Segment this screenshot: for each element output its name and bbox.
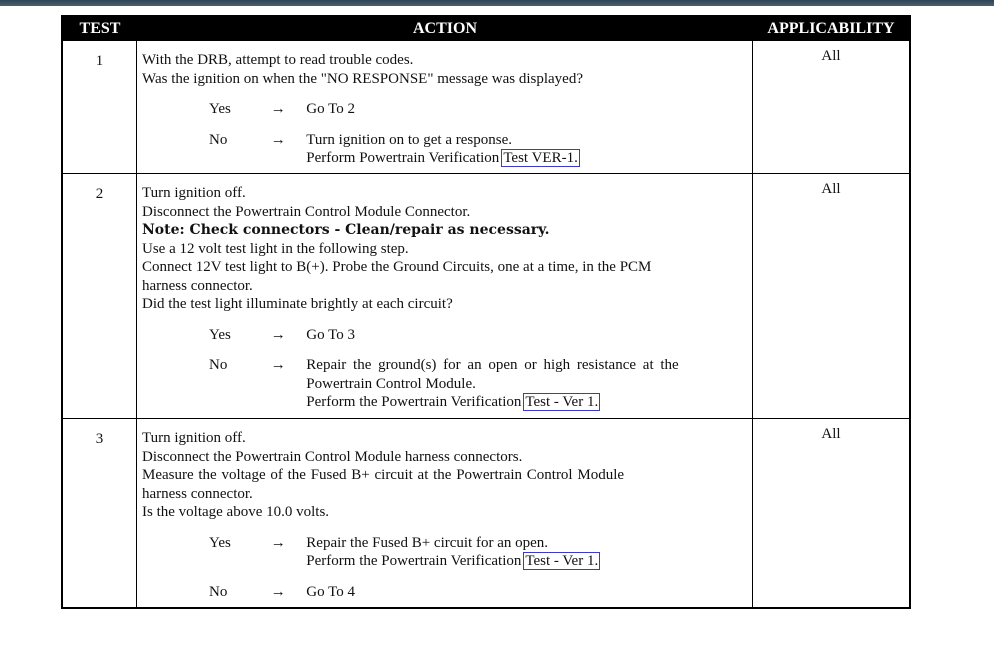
applicability-cell: All xyxy=(821,48,841,64)
test-number: 2 xyxy=(63,174,137,418)
yes-text: Perform the Powertrain Verification xyxy=(306,553,522,569)
no-answer xyxy=(142,583,746,602)
action-line: harness connector. xyxy=(142,277,253,294)
action-cell xyxy=(137,419,753,607)
action-line: Is the voltage above 10.0 volts. xyxy=(142,504,330,520)
no-text: Turn ignition on to get a response. xyxy=(306,131,512,148)
yes-answer xyxy=(142,326,746,345)
arrow-icon: → xyxy=(270,583,286,600)
no-answer xyxy=(142,356,746,412)
yes-answer xyxy=(142,534,746,571)
action-line: Connect 12V test light to B(+). Probe the Ground Circuits, one at a time, in the PCM xyxy=(142,259,652,275)
action-line: Was the ignition on when the "NO RESPONSE" message was displayed? xyxy=(142,70,583,87)
no-text: Powertrain Control Module. xyxy=(306,375,476,392)
no-text: Perform the Powertrain Verification xyxy=(306,394,522,410)
no-text: Go To 4 xyxy=(306,583,355,600)
action-line: Did the test light illuminate brightly at each circuit? xyxy=(142,296,453,312)
table-row xyxy=(63,418,909,607)
no-answer xyxy=(142,131,746,168)
yes-text: Go To 3 xyxy=(306,326,355,343)
window-top-bar xyxy=(0,0,994,6)
action-line: Disconnect the Powertrain Control Module harness connectors. xyxy=(142,448,523,465)
action-line: Disconnect the Powertrain Control Module Connector. xyxy=(142,203,471,220)
action-line: harness connector. xyxy=(142,485,253,502)
header-applicability: APPLICABILITY xyxy=(767,19,895,37)
test-ver-link[interactable]: Test VER-1. xyxy=(503,150,578,166)
arrow-icon: → xyxy=(270,326,286,343)
note-line: Note: Check connectors - Clean/repair as necessary. xyxy=(142,222,550,238)
no-label: No xyxy=(209,583,228,600)
action-cell xyxy=(137,41,753,173)
arrow-icon: → xyxy=(270,534,286,551)
test-ver-link[interactable]: Test - Ver 1. xyxy=(525,394,599,410)
diagnostic-table xyxy=(61,15,911,609)
test-ver-link[interactable]: Test - Ver 1. xyxy=(525,553,599,569)
action-cell xyxy=(137,174,753,418)
header-action: ACTION xyxy=(412,19,477,37)
action-line: Use a 12 volt test light in the following step. xyxy=(142,240,409,257)
arrow-icon: → xyxy=(270,357,286,373)
action-line: Measure the voltage of the Fused B+ circuit at the Powertrain Control Module xyxy=(142,467,625,483)
test-number: 3 xyxy=(63,419,137,607)
no-label: No xyxy=(209,357,228,373)
test-number: 1 xyxy=(63,41,137,173)
arrow-icon: → xyxy=(270,131,286,148)
table-row xyxy=(63,40,909,173)
table-header xyxy=(63,17,909,40)
applicability-cell: All xyxy=(821,181,841,197)
yes-label: Yes xyxy=(209,534,231,551)
yes-label: Yes xyxy=(209,326,231,343)
no-text: Perform Powertrain Verification xyxy=(306,150,500,166)
yes-text: Go To 2 xyxy=(306,101,355,117)
no-text: Repair the ground(s) for an open or high resistance at the xyxy=(306,357,679,373)
table-row xyxy=(63,173,909,418)
yes-label: Yes xyxy=(209,101,231,117)
yes-answer xyxy=(142,100,746,119)
applicability-cell: All xyxy=(821,426,841,442)
action-line: With the DRB, attempt to read trouble codes. xyxy=(142,52,414,68)
action-line: Turn ignition off. xyxy=(142,430,246,446)
header-test: TEST xyxy=(79,19,121,37)
action-line: Turn ignition off. xyxy=(142,185,246,201)
yes-text: Repair the Fused B+ circuit for an open. xyxy=(306,534,549,551)
arrow-icon: → xyxy=(270,101,286,117)
no-label: No xyxy=(209,131,228,148)
